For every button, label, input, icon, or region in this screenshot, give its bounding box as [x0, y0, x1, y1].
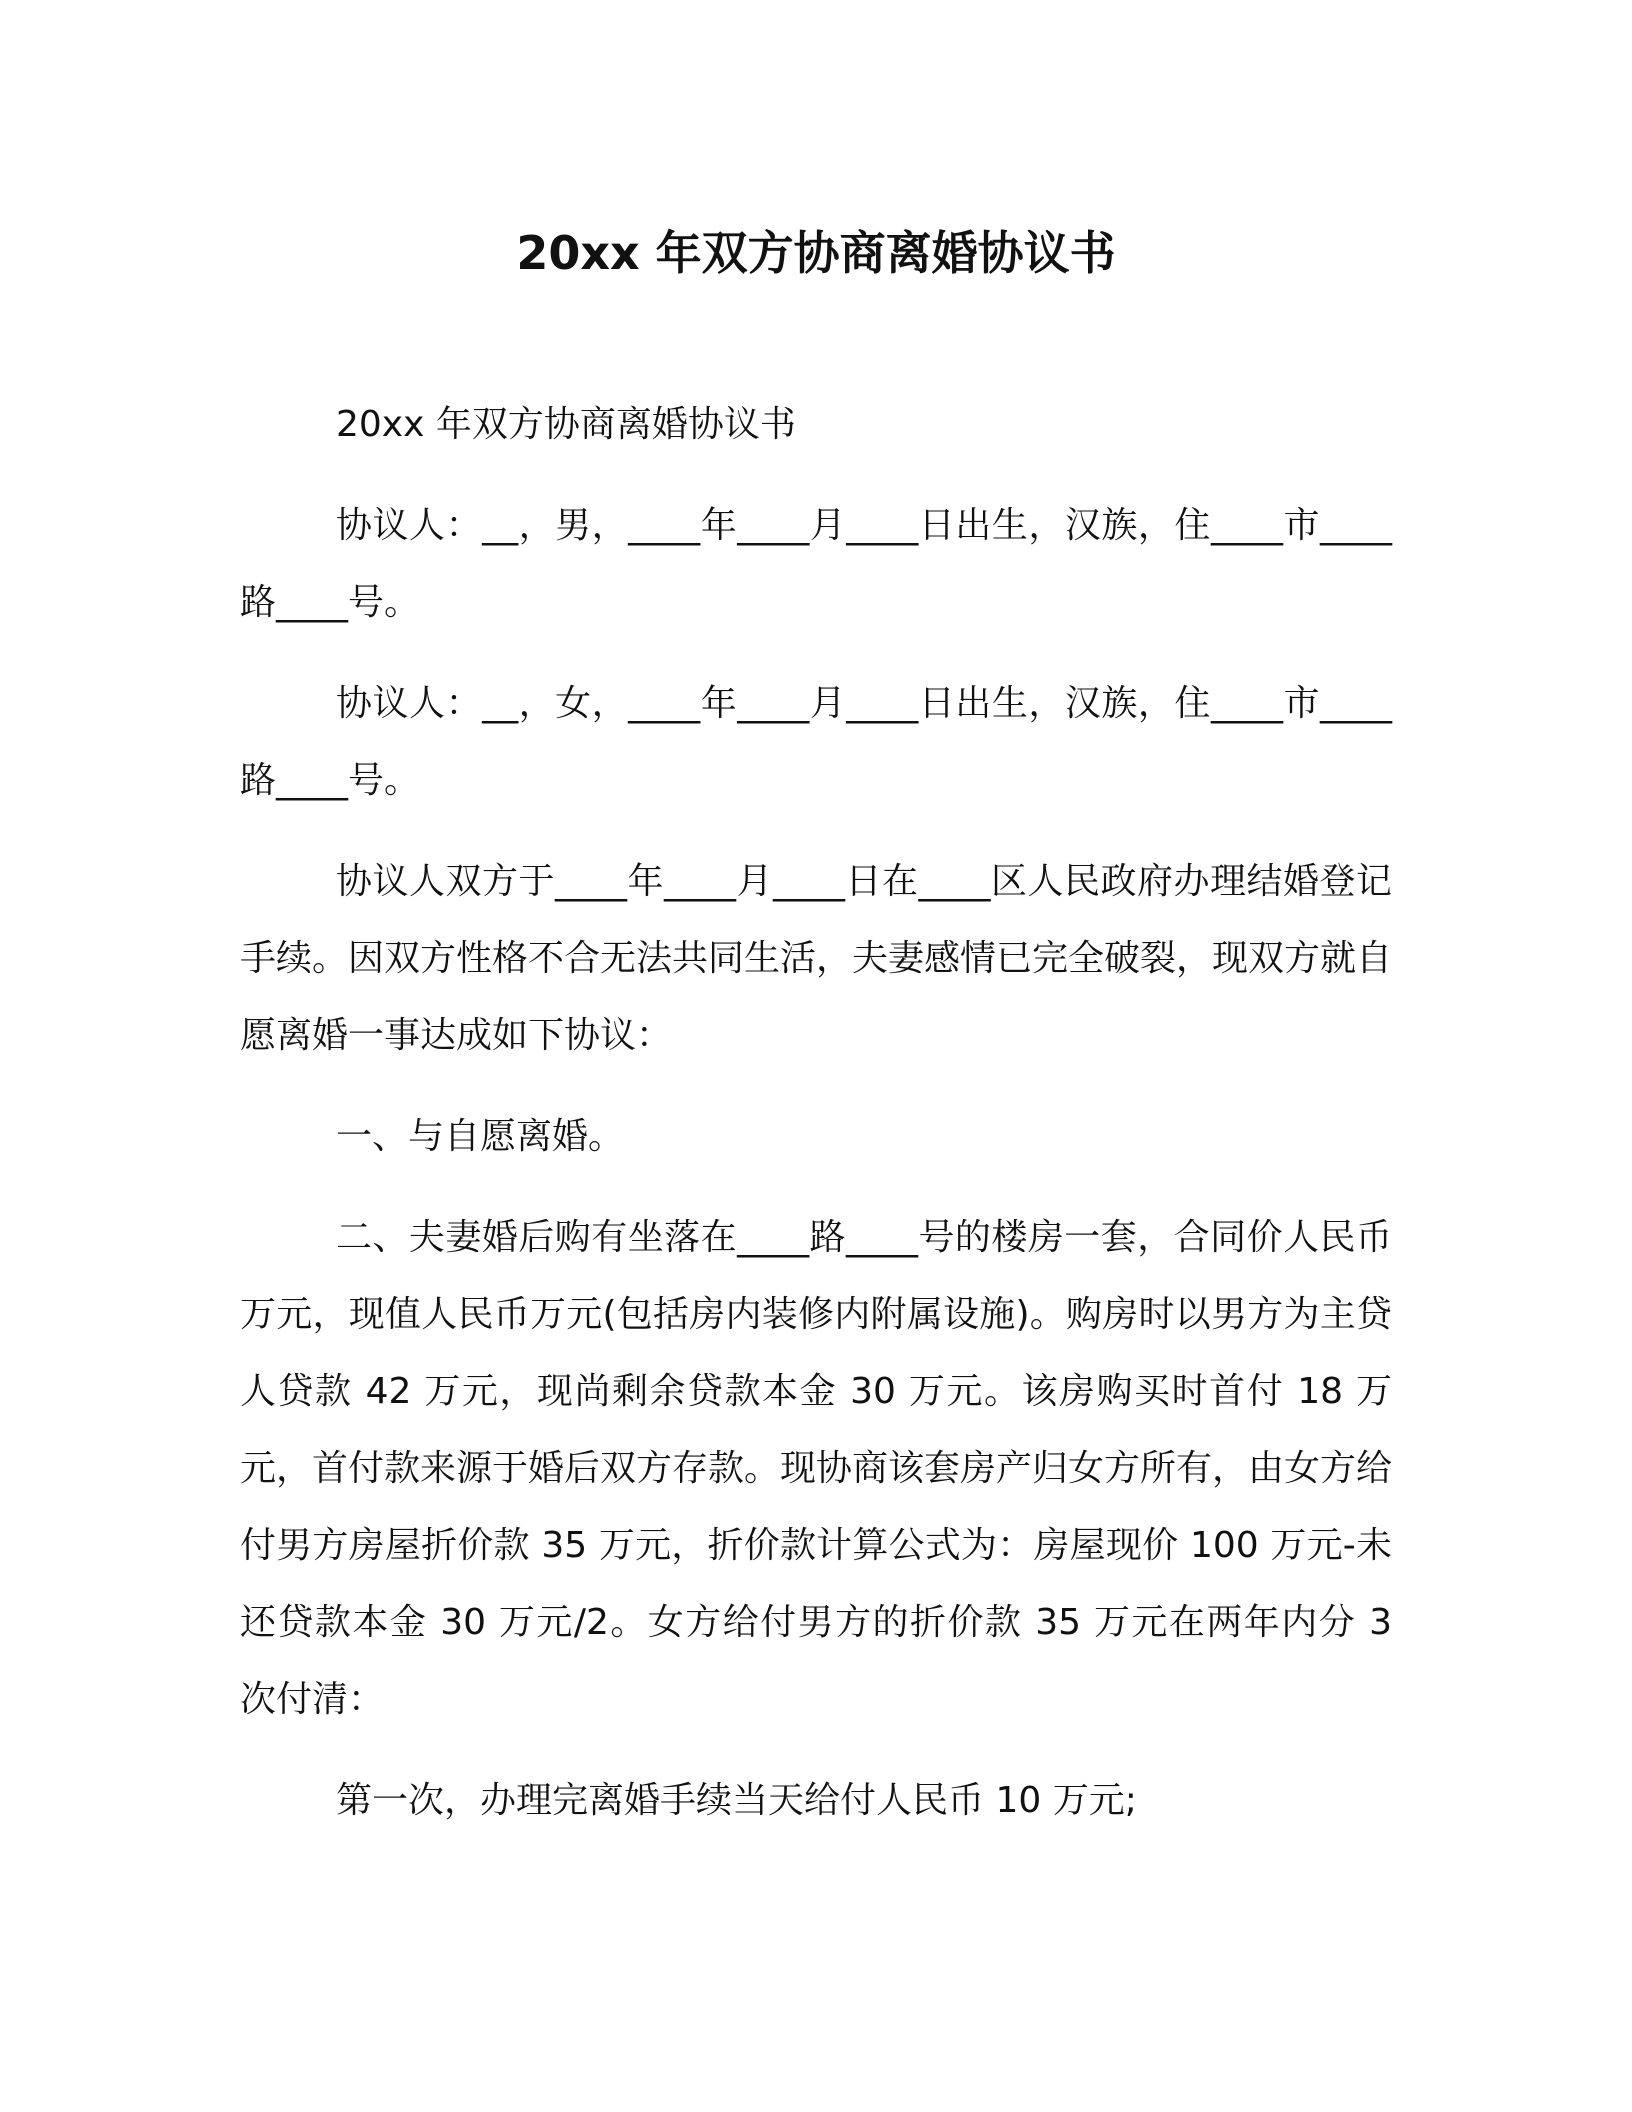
paragraph-party-male: 协议人：__，男，____年____月____日出生，汉族，住____市____路____号。	[240, 505, 1392, 623]
document-body	[240, 386, 1392, 1863]
paragraph-first-payment: 第一次，办理完离婚手续当天给付人民币 10 万元;	[336, 1780, 1137, 1821]
paragraph-marriage-background: 协议人双方于____年____月____日在____区人民政府办理结婚登记手续。因双方性格不合无法共同生活，夫妻感情已完全破裂，现双方就自愿离婚一事达成如下协议：	[240, 861, 1393, 1056]
paragraph-clause-two: 二、夫妻婚后购有坐落在____路____号的楼房一套，合同价人民币万元，现值人民币万元(包括房内装修内附属设施)。购房时以男方为主贷人贷款 42 万元，现尚剩余贷款本金 30 万元。该房购买时首付 18 万元，首付款来源于婚后双方存款。现协商该套房产归女方所有，由女方给付男方房屋折价款 35 万元，折价款计算公式为：房屋现价 100 万元-未还贷款本金 30 万元/2。女方给付男方的折价款 35 万元在两年内分 3 次付清：	[240, 1217, 1393, 1720]
paragraph-subtitle: 20xx 年双方协商离婚协议书	[336, 404, 796, 445]
document-title: 20xx 年双方协商离婚协议书	[516, 226, 1116, 280]
paragraph-party-female: 协议人：__，女，____年____月____日出生，汉族，住____市____路____号。	[240, 683, 1392, 801]
paragraph-clause-one: 一、与自愿离婚。	[336, 1116, 625, 1157]
